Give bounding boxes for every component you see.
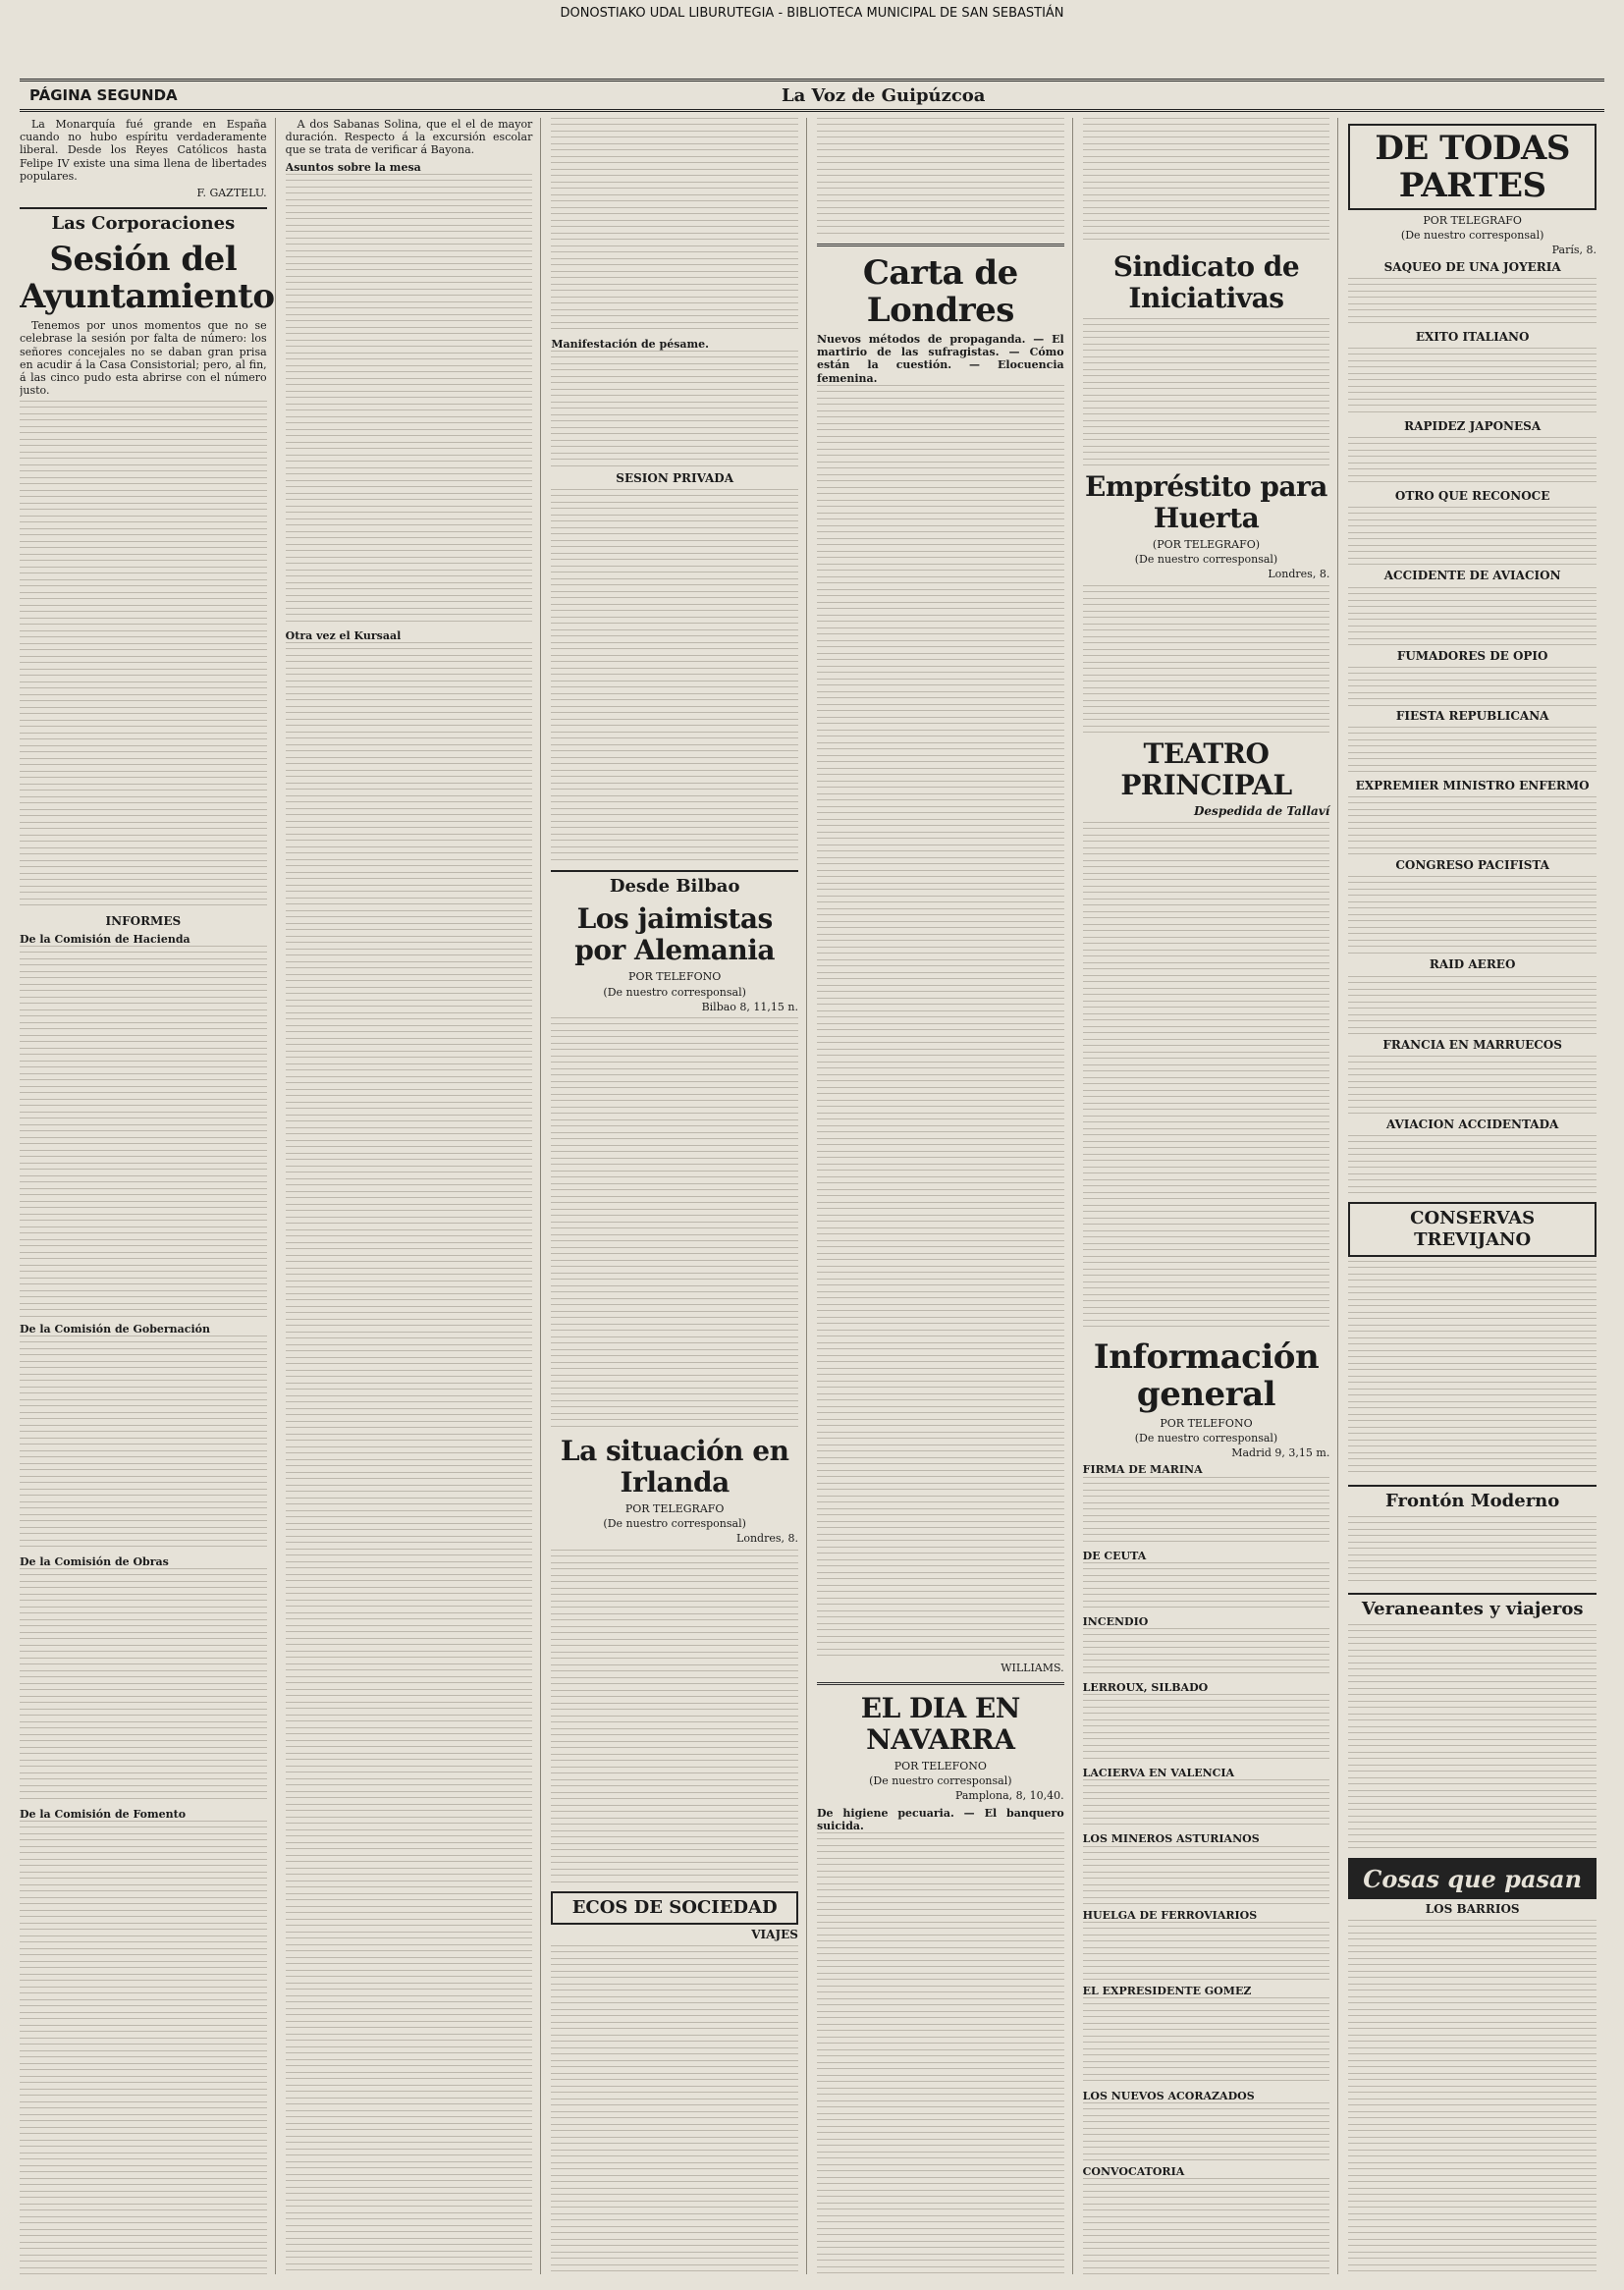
- body-text-block: [1348, 1261, 1597, 1477]
- body-text-block: [1083, 2178, 1330, 2274]
- body-text-block: [20, 401, 267, 911]
- heading-sesion-privada: SESION PRIVADA: [616, 471, 734, 486]
- info-kicker: POR TELEFONO: [1160, 1416, 1253, 1430]
- article-title-informacion: Información general: [1093, 1336, 1320, 1414]
- teatro-subtitle: Despedida de Tallaví: [1194, 803, 1330, 818]
- heading-informes: INFORMES: [105, 914, 182, 929]
- divider: [817, 244, 1064, 246]
- column-3: [551, 118, 807, 2274]
- heading-asuntos: Asuntos sobre la mesa: [285, 160, 421, 174]
- heading-expremier: EXPREMIER MINISTRO ENFERMO: [1355, 779, 1590, 793]
- body-text-block: [1348, 437, 1597, 486]
- heading-gomez: EL EXPRESIDENTE GOMEZ: [1082, 1984, 1252, 1997]
- section-corporaciones: Las Corporaciones: [20, 207, 267, 235]
- body-text-block: [1348, 1135, 1597, 1194]
- heading-manifestacion: Manifestación de pésame.: [551, 338, 709, 351]
- article-title-ecos: ECOS DE SOCIEDAD: [551, 1891, 798, 1925]
- body-text-block: [20, 1821, 267, 2274]
- body-text-block: [1083, 822, 1330, 1333]
- intro-signature: F. GAZTELU.: [196, 187, 267, 200]
- body-text-block: [817, 118, 1064, 236]
- jaimistas-correspondent: (De nuestro corresponsal): [603, 985, 746, 999]
- body-text-block: [1083, 118, 1330, 245]
- article-title-navarra: EL DIA EN NAVARRA: [860, 1692, 1020, 1757]
- info-dateline: Madrid 9, 3,15 m.: [1231, 1446, 1330, 1460]
- navarra-lead: De higiene pecuaria. — El banquero suicida.: [816, 1806, 1064, 1832]
- emprestito-dateline: Londres, 8.: [1268, 568, 1330, 581]
- heading-otro: OTRO QUE RECONOCE: [1394, 489, 1550, 504]
- body-text-block: [1083, 585, 1330, 733]
- heading-hacienda: De la Comisión de Hacienda: [20, 932, 190, 946]
- article-title-teatro: TEATRO PRINCIPAL: [1120, 736, 1292, 801]
- partes-dateline: París, 8.: [1551, 244, 1597, 257]
- body-text-block: [1348, 1624, 1597, 1850]
- irlanda-dateline: Londres, 8.: [736, 1532, 798, 1546]
- article-title-partes: DE TODAS PARTES: [1348, 124, 1597, 210]
- heading-obras: De la Comisión de Obras: [20, 1555, 169, 1569]
- body-text-block: [1083, 1694, 1330, 1763]
- col2-body: A dos Sabanas Solina, que el el de mayor duración. Respecto á la excursión escolar que se trata de verificar á Bayona.: [285, 118, 533, 157]
- heading-accidente: ACCIDENTE DE AVIACION: [1383, 569, 1561, 583]
- body-text-block: [551, 1945, 798, 2274]
- info-correspondent: (De nuestro corresponsal): [1134, 1432, 1278, 1445]
- body-text-block: [1348, 1516, 1597, 1585]
- masthead: [20, 79, 1604, 112]
- body-text-block: [20, 1336, 267, 1552]
- heading-raid: RAID AEREO: [1429, 957, 1516, 972]
- body-text-block: [20, 1568, 267, 1804]
- carta-lead: Nuevos métodos de propaganda. — El martirio de las sufragistas. — Cómo están la cuestión. — Elocuencia femenina.: [816, 333, 1064, 385]
- body-text-block: [1083, 1562, 1330, 1611]
- navarra-dateline: Pamplona, 8, 10,40.: [954, 1789, 1064, 1803]
- body-text-block: [551, 489, 798, 862]
- heading-ceuta: DE CEUTA: [1082, 1549, 1147, 1562]
- body-text-block: [1348, 976, 1597, 1035]
- heading-barrios: LOS BARRIOS: [1425, 1902, 1520, 1917]
- paper-name: La Voz de Guipúzcoa: [772, 85, 996, 106]
- body-text-block: [1083, 1846, 1330, 1905]
- ayuntamiento-body: Tenemos por unos momentos que no se celebrase la sesión por falta de número: los señores concejales no se daban gran prisa en acudir á la Casa Consistorial; pero, al fin, á las cinco pudo esta abrirse con el número justo.: [20, 319, 267, 398]
- body-text-block: [1348, 876, 1597, 954]
- heading-lacierva: LACIERVA EN VALENCIA: [1082, 1767, 1235, 1780]
- heading-convocatoria: CONVOCATORIA: [1082, 2165, 1185, 2179]
- heading-acorazados: LOS NUEVOS ACORAZADOS: [1082, 2090, 1255, 2103]
- heading-marruecos: FRANCIA EN MARRUECOS: [1382, 1037, 1562, 1052]
- heading-desde-bilbao: Desde Bilbao: [551, 870, 798, 898]
- body-text-block: [1348, 796, 1597, 855]
- body-text-block: [1348, 667, 1597, 706]
- body-text-block: [1083, 1477, 1330, 1546]
- navarra-correspondent: (De nuestro corresponsal): [869, 1774, 1012, 1788]
- article-title-jaimistas: Los jaimistas por Alemania: [574, 902, 776, 967]
- heading-congreso: CONGRESO PACIFISTA: [1395, 858, 1549, 873]
- article-title-cosas: Cosas que pasan: [1348, 1858, 1597, 1899]
- masthead-spacer: [1580, 86, 1604, 104]
- body-text-block: [1348, 1056, 1597, 1115]
- heading-fiesta: FIESTA REPUBLICANA: [1395, 708, 1549, 723]
- body-text-block: [551, 118, 798, 334]
- body-text-block: [1083, 2102, 1330, 2161]
- body-text-block: [1348, 727, 1597, 776]
- heading-mineros: LOS MINEROS ASTURIANOS: [1082, 1832, 1260, 1846]
- heading-lerroux: LERROUX, SILBADO: [1082, 1681, 1209, 1695]
- partes-correspondent: (De nuestro corresponsal): [1400, 229, 1544, 243]
- page-label: PÁGINA SEGUNDA: [20, 86, 188, 104]
- heading-aviacion-accidentada: AVIACION ACCIDENTADA: [1386, 1117, 1559, 1131]
- column-4: [817, 118, 1073, 2274]
- article-title-veraneantes: Veraneantes y viajeros: [1348, 1593, 1597, 1620]
- heading-viajes: VIAJES: [751, 1927, 798, 1941]
- article-title-fronton: Frontón Moderno: [1348, 1485, 1597, 1512]
- heading-fomento: De la Comisión de Fomento: [20, 1808, 187, 1822]
- body-text-block: [1083, 1628, 1330, 1677]
- heading-fumadores: FUMADORES DE OPIO: [1396, 648, 1548, 663]
- body-text-block: [1348, 1920, 1597, 2274]
- body-text-block: [1083, 1922, 1330, 1981]
- heading-kursaal: Otra vez el Kursaal: [285, 628, 402, 642]
- body-text-block: [1083, 318, 1330, 465]
- irlanda-kicker: POR TELEGRAFO: [624, 1502, 725, 1516]
- intro-text: La Monarquía fué grande en España cuando no hubo espíritu verdaderamente liberal. Desde los Reyes Católicos hasta Felipe IV existe una sima llena de libertades populares.: [20, 118, 267, 183]
- heading-rapidez: RAPIDEZ JAPONESA: [1404, 419, 1542, 434]
- body-text-block: [1083, 1779, 1330, 1828]
- source-line: DONOSTIAKO UDAL LIBURUTEGIA - BIBLIOTECA MUNICIPAL DE SAN SEBASTIÁN: [560, 6, 1064, 21]
- body-text-block: [1348, 278, 1597, 327]
- emprestito-kicker: (POR TELEGRAFO): [1152, 538, 1261, 551]
- heading-gobernacion: De la Comisión de Gobernación: [20, 1322, 211, 1336]
- body-text-block: [20, 946, 267, 1319]
- divider: [817, 1682, 1064, 1685]
- body-text-block: [1348, 507, 1597, 566]
- column-1: [20, 118, 276, 2274]
- article-title-conservas: CONSERVAS TREVIJANO: [1348, 1202, 1597, 1257]
- body-text-block: [551, 1550, 798, 1883]
- heading-huelga: HUELGA DE FERROVIARIOS: [1082, 1908, 1258, 1922]
- article-title-carta: Carta de Londres: [862, 253, 1018, 330]
- article-title-sindicato: Sindicato de Iniciativas: [1112, 250, 1300, 314]
- body-text-block: [551, 351, 798, 468]
- heading-exito: EXITO ITALIANO: [1415, 329, 1530, 344]
- body-text-block: [817, 385, 1064, 1662]
- column-6: [1348, 118, 1604, 2274]
- heading-firma: FIRMA DE MARINA: [1082, 1463, 1203, 1477]
- body-text-block: [551, 1017, 798, 1430]
- carta-signature: WILLIAMS.: [1001, 1661, 1064, 1674]
- body-text-block: [817, 1832, 1064, 2274]
- article-title-emprestito: Empréstito para Huerta: [1085, 470, 1327, 534]
- jaimistas-dateline: Bilbao 8, 11,15 n.: [701, 1000, 798, 1013]
- body-text-block: [1348, 587, 1597, 646]
- emprestito-correspondent: (De nuestro corresponsal): [1134, 553, 1278, 567]
- column-5: [1083, 118, 1339, 2274]
- jaimistas-kicker: POR TELEFONO: [628, 970, 722, 984]
- partes-kicker: POR TELEGRAFO: [1423, 214, 1522, 227]
- body-text-block: [286, 642, 533, 2274]
- columns: [20, 118, 1604, 2274]
- body-text-block: [1083, 1997, 1330, 2086]
- column-2: [286, 118, 542, 2274]
- article-title-irlanda: La situación en Irlanda: [560, 1435, 789, 1499]
- irlanda-correspondent: (De nuestro corresponsal): [603, 1517, 746, 1531]
- navarra-kicker: POR TELEFONO: [893, 1760, 987, 1773]
- article-title-ayuntamiento: Sesión del Ayuntamiento: [20, 240, 275, 317]
- body-text-block: [1348, 348, 1597, 416]
- body-text-block: [286, 174, 533, 626]
- heading-saqueo: SAQUEO DE UNA JOYERIA: [1383, 259, 1561, 274]
- heading-incendio: INCENDIO: [1082, 1614, 1149, 1628]
